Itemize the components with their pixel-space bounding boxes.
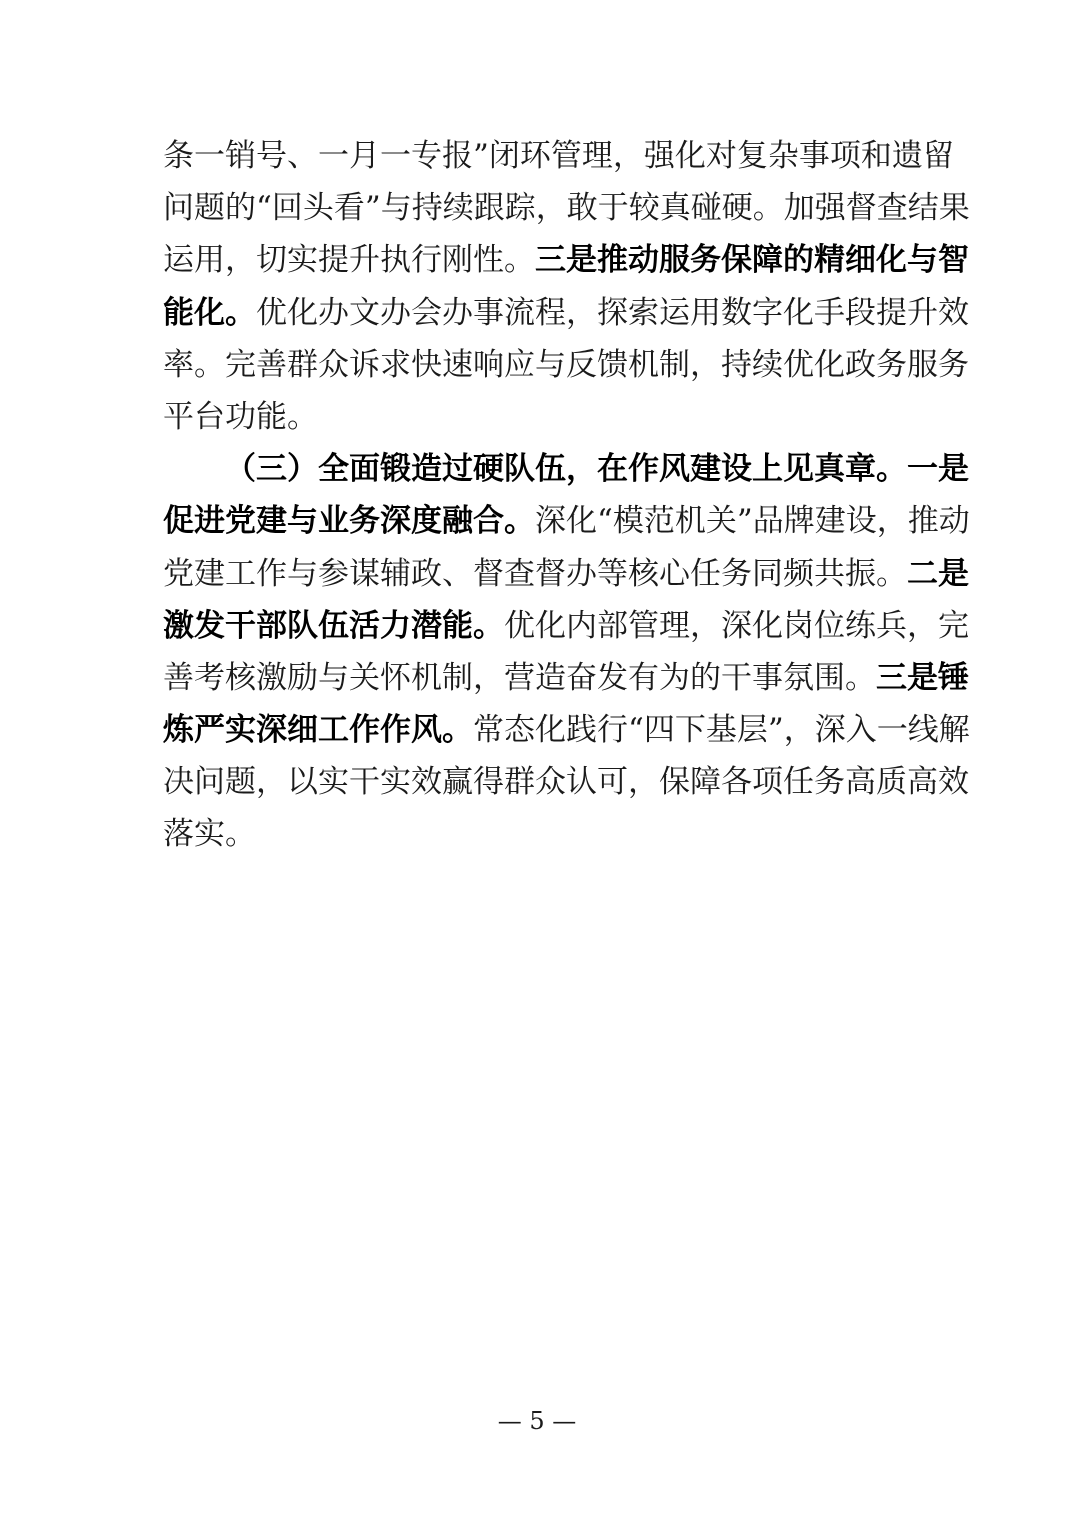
text-segment: 常态化践行“四下基层”，深入一线解 <box>473 712 970 749</box>
bold-text-segment: 能化。 <box>163 294 256 331</box>
text-segment: 优化办文办会办事流程，探索运用数字化手段提升效 <box>256 294 969 331</box>
bold-text-segment: 炼严实深细工作作风。 <box>163 712 473 749</box>
text-line <box>163 443 969 495</box>
bold-text-segment: （三）全面锻造过硬队伍，在作风建设上见真章。一是 <box>225 451 969 488</box>
text-segment: 优化内部管理，深化岗位练兵，完 <box>504 607 969 644</box>
text-segment: 条一销号、一月一专报”闭环管理，强化对复杂事项和遗留 <box>163 138 954 174</box>
text-line <box>163 600 969 652</box>
text-line <box>163 652 969 704</box>
text-segment: 落实。 <box>163 816 256 853</box>
text-line <box>163 495 970 547</box>
text-line <box>163 339 969 391</box>
text-segment: 平台功能。 <box>163 398 318 435</box>
text-segment: 善考核激励与关怀机制，营造奋发有为的干事氛围。 <box>163 659 876 696</box>
bold-text-segment: 激发干部队伍活力潜能。 <box>163 607 504 644</box>
text-line <box>163 287 969 339</box>
text-line <box>163 391 903 443</box>
page-number: — 5 — <box>497 1407 577 1435</box>
bold-text-segment: 三是锤 <box>876 659 969 696</box>
bold-text-segment: 二是 <box>907 555 969 592</box>
bold-text-segment: 促进党建与业务深度融合。 <box>163 503 535 540</box>
text-line <box>163 704 970 756</box>
text-line <box>163 130 954 182</box>
text-segment: 率。完善群众诉求快速响应与反馈机制，持续优化政务服务 <box>163 346 969 383</box>
text-line <box>163 756 969 808</box>
bold-text-segment: 三是推动服务保障的精细化与智 <box>535 242 969 279</box>
text-segment: 运用，切实提升执行刚性。 <box>163 242 535 279</box>
text-segment: 深化“模范机关”品牌建设，推动 <box>535 503 970 540</box>
text-line <box>163 548 969 600</box>
text-segment: 问题的“回头看”与持续跟踪，敢于较真碰硬。加强督查结果 <box>163 190 970 227</box>
text-segment: 党建工作与参谋辅政、督查督办等核心任务同频共振。 <box>163 555 907 592</box>
text-line <box>163 234 969 286</box>
text-line <box>163 808 903 860</box>
text-segment: 决问题，以实干实效赢得群众认可，保障各项任务高质高效 <box>163 764 969 801</box>
text-line <box>163 182 970 234</box>
document-body <box>163 130 970 861</box>
